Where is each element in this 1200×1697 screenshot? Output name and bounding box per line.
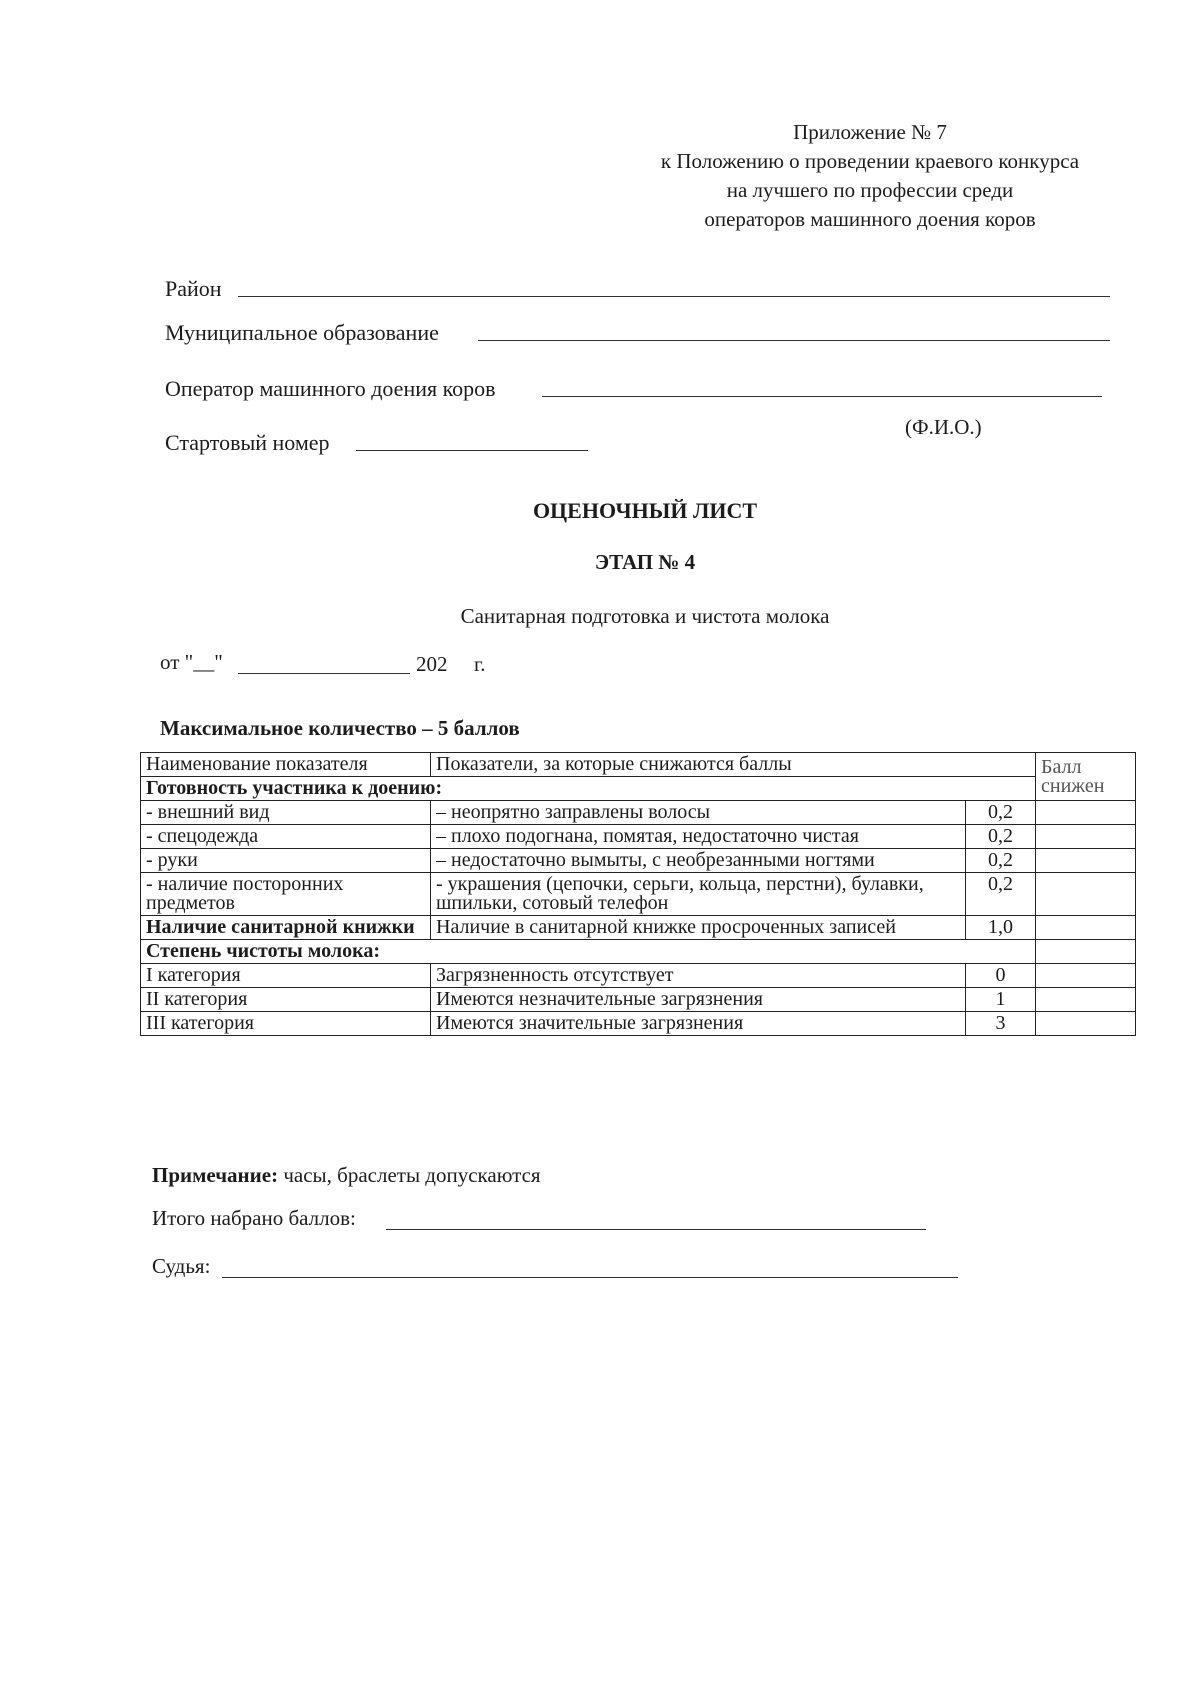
header-deducted: Балл снижен: [1036, 753, 1136, 801]
table-row: [141, 873, 1136, 916]
deducted-cell[interactable]: [1036, 964, 1136, 988]
deducted-cell[interactable]: [1036, 801, 1136, 825]
row-score: 0: [966, 964, 1036, 988]
appendix-number: Приложение № 7: [793, 120, 947, 144]
row-reason: Наличие в санитарной книжке просроченных записей: [431, 916, 966, 940]
header-reasons: Показатели, за которые снижаются баллы: [431, 753, 1036, 777]
judge-input-line[interactable]: [222, 1277, 958, 1278]
row-score: 0,2: [966, 801, 1036, 825]
table-row: [141, 988, 1136, 1012]
row-name: I категория: [141, 964, 431, 988]
row-reason: Имеются незначительные загрязнения: [431, 988, 966, 1012]
start-number-label: Стартовый номер: [165, 430, 330, 455]
row-reason: – недостаточно вымыты, с необрезанными ногтями: [431, 849, 966, 873]
date-month-line[interactable]: [238, 673, 410, 674]
row-name: - наличие посторонних предметов: [141, 873, 431, 916]
section-readiness: Готовность участника к доению:: [141, 777, 1036, 801]
header-indicator: Наименование показателя: [141, 753, 431, 777]
date-suffix: г.: [474, 652, 486, 676]
deducted-cell[interactable]: [1036, 873, 1136, 916]
row-name: III категория: [141, 1012, 431, 1036]
date-prefix: от "__": [160, 650, 223, 674]
deducted-cell[interactable]: [1036, 916, 1136, 940]
operator-input-line[interactable]: [542, 396, 1102, 397]
appendix-line-4: операторов машинного доения коров: [704, 207, 1036, 231]
row-name: Наличие санитарной книжки: [141, 916, 431, 940]
appendix-line-3: на лучшего по профессии среди: [726, 178, 1014, 202]
fio-hint: (Ф.И.О.): [905, 415, 982, 439]
table-header-row: [141, 753, 1136, 777]
row-reason: – неопрятно заправлены волосы: [431, 801, 966, 825]
appendix-header: [600, 118, 1140, 234]
row-score: 3: [966, 1012, 1036, 1036]
row-score: 0,2: [966, 849, 1036, 873]
row-name: - внешний вид: [141, 801, 431, 825]
section-row: [141, 940, 1136, 964]
document-title: ОЦЕНОЧНЫЙ ЛИСТ: [532, 498, 758, 523]
row-score: 0,2: [966, 873, 1036, 916]
note: [152, 1163, 541, 1188]
max-score: Максимальное количество – 5 баллов: [160, 716, 520, 740]
total-input-line[interactable]: [386, 1229, 926, 1230]
deducted-cell[interactable]: [1036, 849, 1136, 873]
municipality-label: Муниципальное образование: [165, 320, 439, 345]
row-reason: - украшения (цепочки, серьги, кольца, перстни), булавки, шпильки, сотовый телефон: [431, 873, 966, 916]
table-row: [141, 825, 1136, 849]
municipality-input-line[interactable]: [478, 340, 1110, 341]
row-reason: Загрязненность отсутствует: [431, 964, 966, 988]
table-row: [141, 1012, 1136, 1036]
note-text: часы, браслеты допускаются: [283, 1163, 541, 1187]
row-score: 1,0: [966, 916, 1036, 940]
judge-label: Судья:: [152, 1254, 211, 1278]
appendix-line-2: к Положению о проведении краевого конкурса: [660, 149, 1080, 173]
date-year: 202: [416, 652, 448, 676]
row-score: 1: [966, 988, 1036, 1012]
row-name: - руки: [141, 849, 431, 873]
district-input-line[interactable]: [238, 296, 1110, 297]
table-row: [141, 801, 1136, 825]
section-row: [141, 777, 1136, 801]
stage-title: ЭТАП № 4: [594, 550, 696, 574]
table-row: [141, 964, 1136, 988]
note-label: Примечание:: [152, 1163, 279, 1187]
table-row: [141, 916, 1136, 940]
deducted-cell[interactable]: [1036, 988, 1136, 1012]
total-label: Итого набрано баллов:: [152, 1206, 356, 1230]
operator-label: Оператор машинного доения коров: [165, 376, 496, 401]
row-name: - спецодежда: [141, 825, 431, 849]
stage-subtitle: Санитарная подготовка и чистота молока: [460, 604, 830, 628]
section-milk-purity: Степень чистоты молока:: [141, 940, 1036, 964]
evaluation-table: [140, 752, 1136, 1036]
table-row: [141, 849, 1136, 873]
deducted-cell[interactable]: [1036, 1012, 1136, 1036]
district-label: Район: [165, 276, 222, 301]
row-name: II категория: [141, 988, 431, 1012]
deducted-cell[interactable]: [1036, 940, 1136, 964]
deducted-cell[interactable]: [1036, 825, 1136, 849]
row-reason: Имеются значительные загрязнения: [431, 1012, 966, 1036]
start-number-input-line[interactable]: [356, 450, 588, 451]
row-reason: – плохо подогнана, помятая, недостаточно чистая: [431, 825, 966, 849]
row-score: 0,2: [966, 825, 1036, 849]
